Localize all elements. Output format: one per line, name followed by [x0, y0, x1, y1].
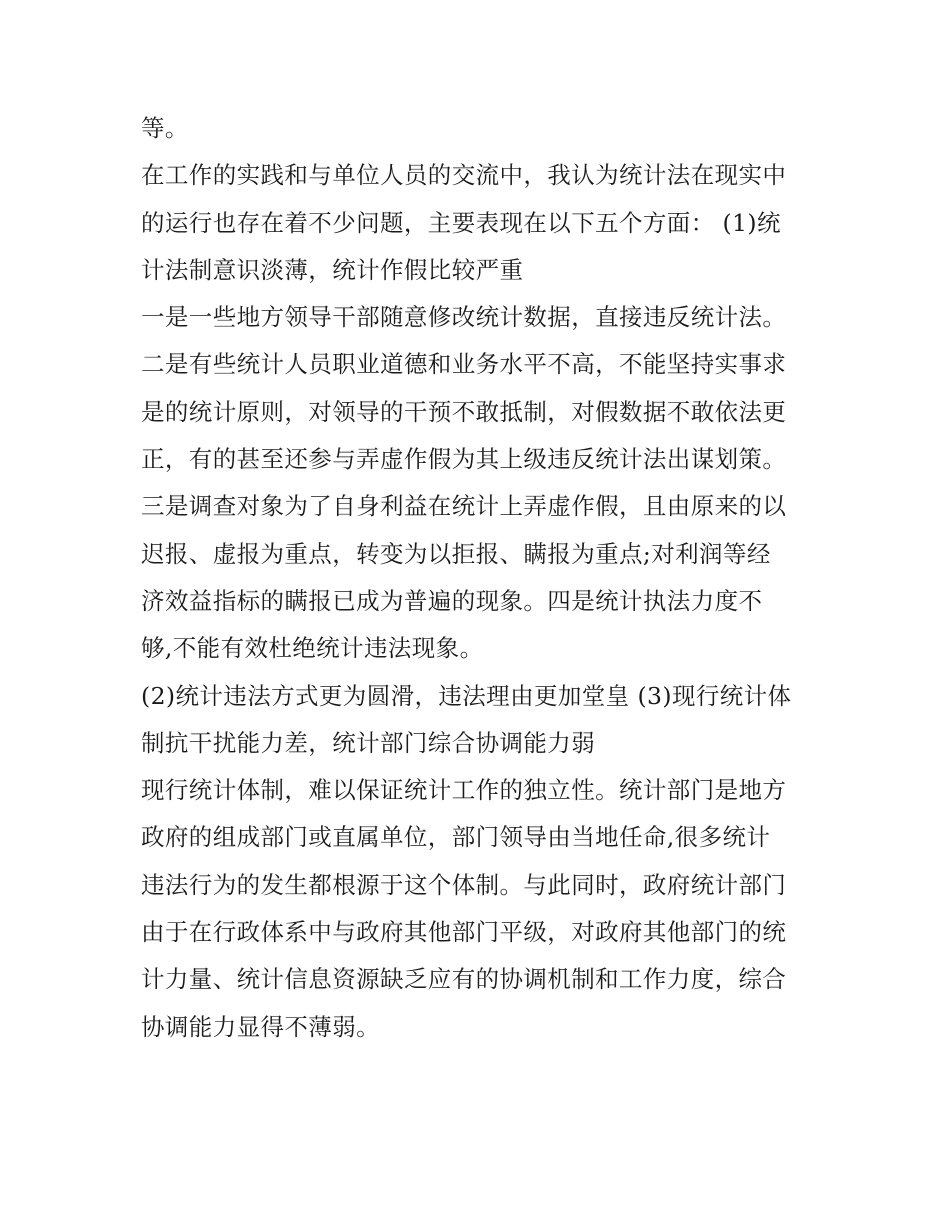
text-line: 制抗干扰能力差，统计部门综合协调能力弱 [141, 728, 596, 757]
text-line: 济效益指标的瞒报已成为普遍的现象。四是统计执法力度不 [141, 586, 763, 615]
text-line: 迟报、虚报为重点，转变为以拒报、瞒报为重点;对利润等经 [141, 539, 771, 568]
document-body [141, 105, 821, 1051]
text-line: 政府的组成部门或直属单位，部门领导由当地任命,很多统计 [141, 823, 771, 852]
text-line: 够,不能有效杜绝统计违法现象。 [141, 634, 484, 663]
text-line: 等。 [141, 114, 189, 142]
text-line: 是的统计原则，对领导的干预不敢抵制，对假数据不敢依法更 [141, 397, 787, 426]
text-line: 计力量、统计信息资源缺乏应有的协调机制和工作力度，综合 [141, 965, 787, 994]
text-line: 二是有些统计人员职业道德和业务水平不高，不能坚持实事求 [141, 350, 787, 379]
text-line: 计法制意识淡薄，统计作假比较严重 [141, 255, 524, 284]
text-line: 的运行也存在着不少问题，主要表现在以下五个方面： (1)统 [141, 208, 781, 237]
text-line: 由于在行政体系中与政府其他部门平级，对政府其他部门的统 [141, 918, 787, 947]
text-line: (2)统计违法方式更为圆滑，违法理由更加堂皇 (3)现行统计体 [141, 681, 792, 710]
text-line: 三是调查对象为了自身利益在统计上弄虚作假，且由原来的以 [141, 492, 787, 521]
text-line: 现行统计体制，难以保证统计工作的独立性。统计部门是地方 [141, 776, 787, 805]
text-line: 违法行为的发生都根源于这个体制。与此同时，政府统计部门 [141, 870, 787, 899]
text-line: 正，有的甚至还参与弄虚作假为其上级违反统计法出谋划策。 [141, 445, 787, 474]
text-line: 一是一些地方领导干部随意修改统计数据，直接违反统计法。 [141, 303, 787, 332]
text-line: 协调能力显得不薄弱。 [141, 1012, 380, 1041]
text-line: 在工作的实践和与单位人员的交流中，我认为统计法在现实中 [141, 161, 787, 190]
